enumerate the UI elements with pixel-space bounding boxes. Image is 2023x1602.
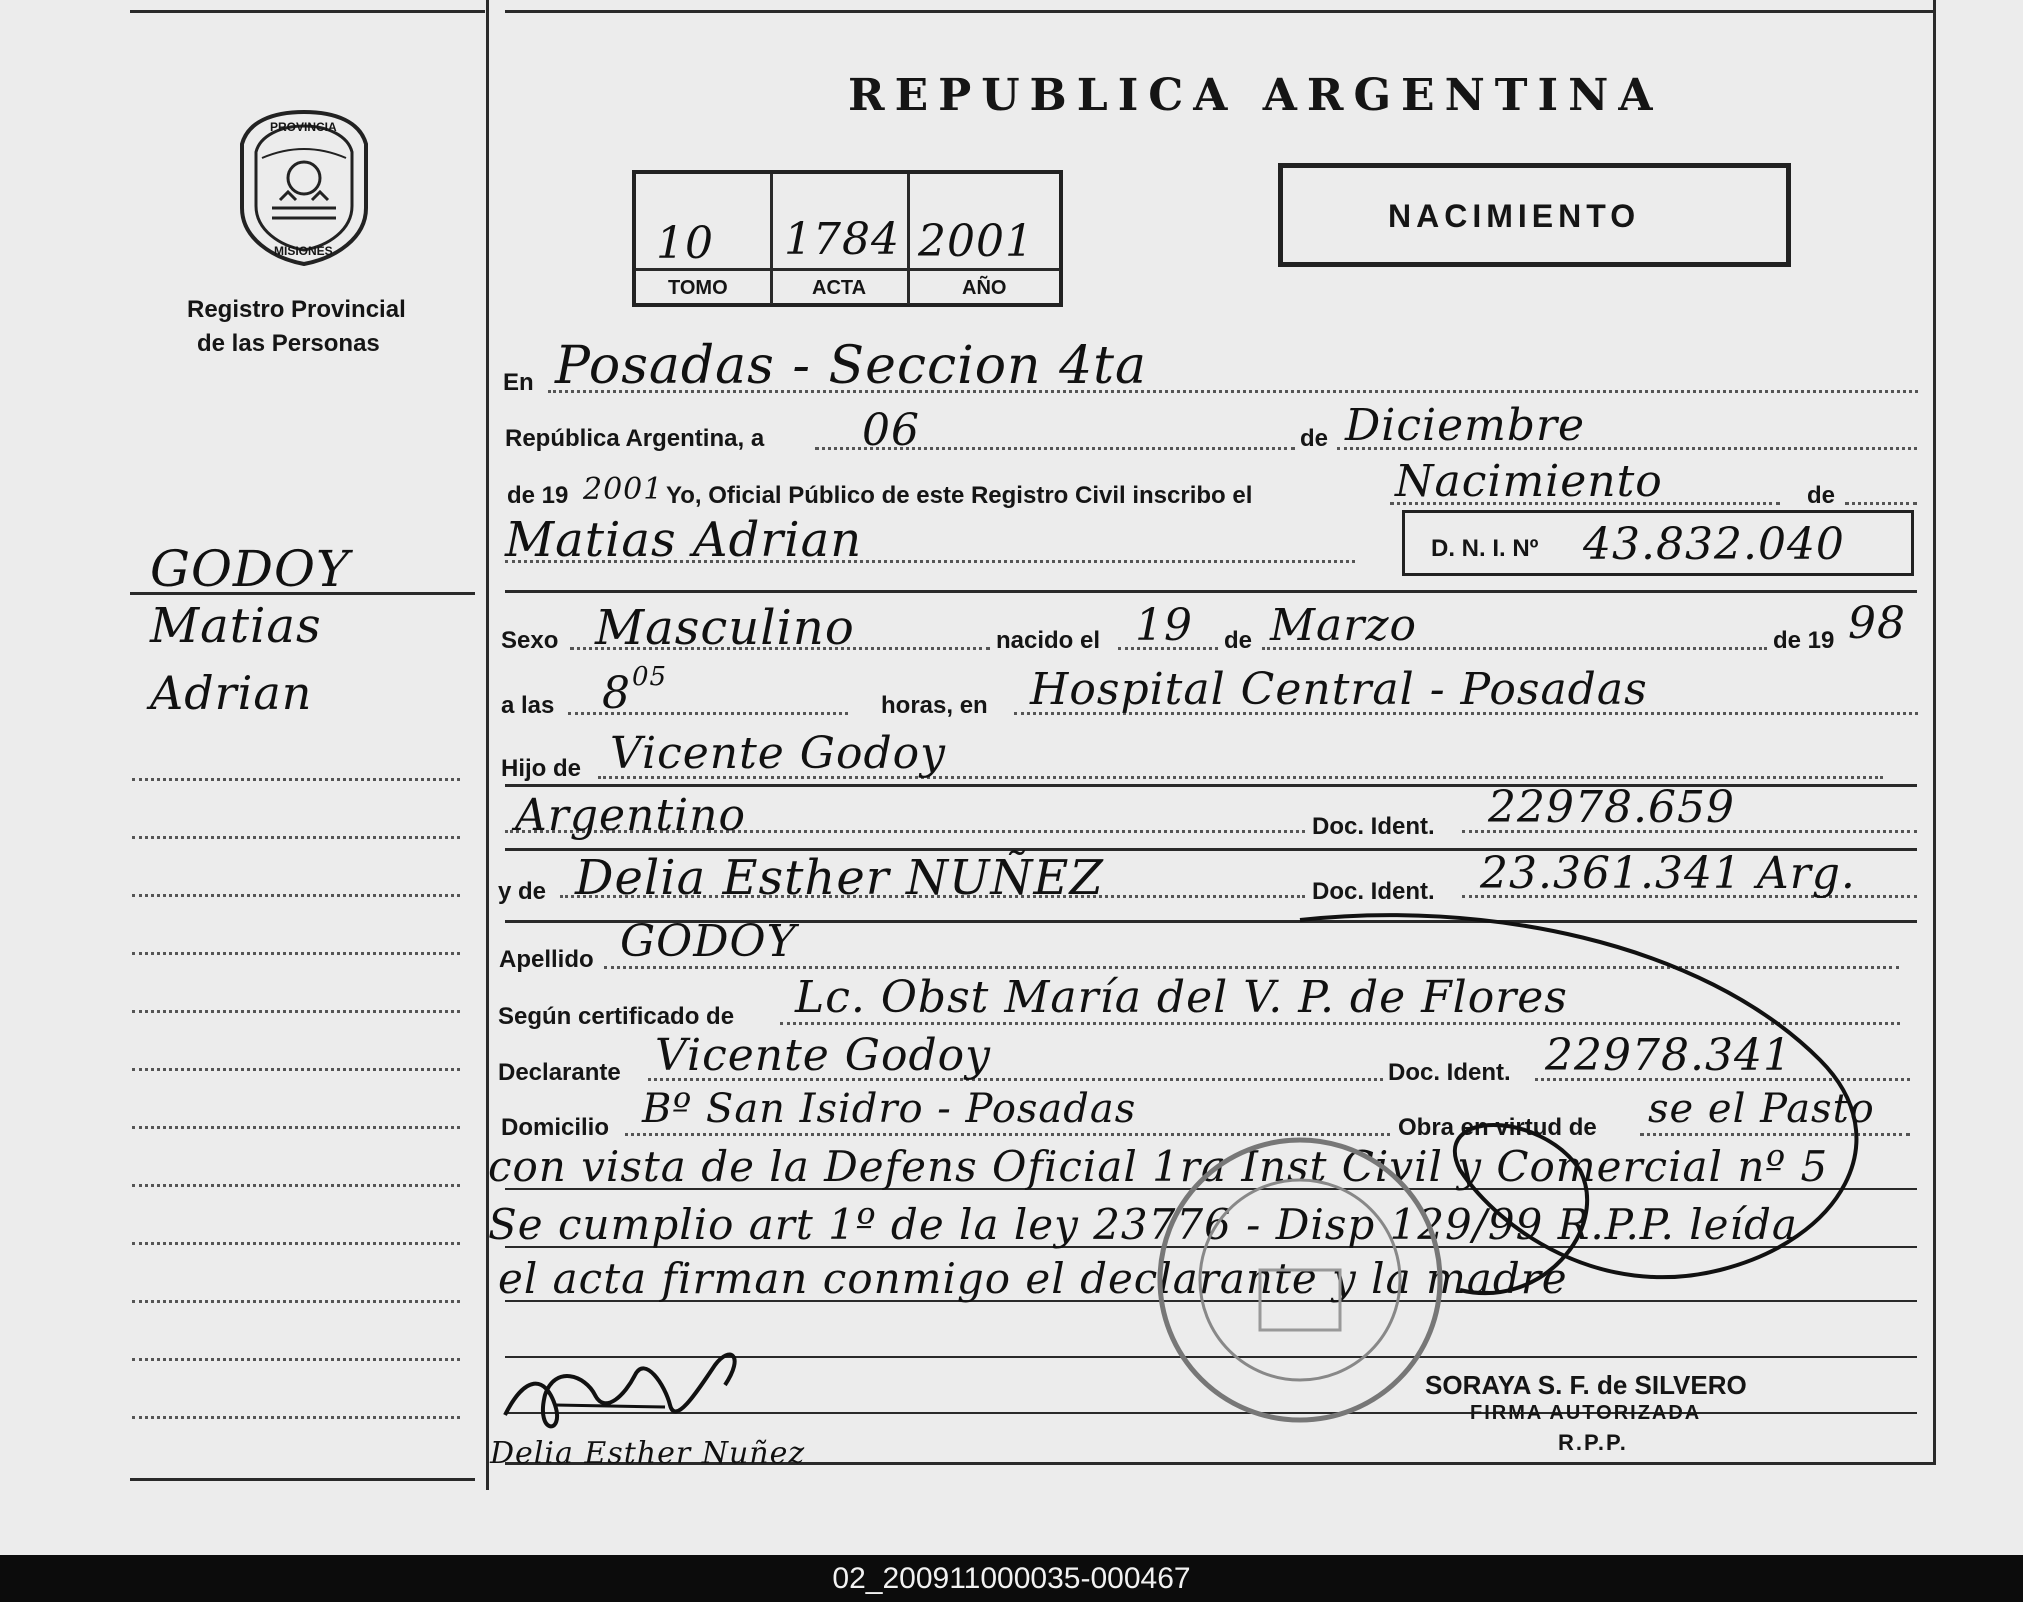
ano-label: AÑO <box>962 277 1007 299</box>
field-anio-nac: 98 <box>1848 598 1906 649</box>
column-divider <box>486 0 489 1490</box>
label-republica: República Argentina, a <box>505 425 765 452</box>
label-apellido: Apellido <box>499 946 594 973</box>
field-padre: Vicente Godoy <box>610 728 946 779</box>
label-de-end: de <box>1807 482 1836 509</box>
field-anio: 2001 <box>583 472 664 507</box>
field-domicilio: Bº San Isidro - Posadas <box>642 1086 1137 1132</box>
acta-value: 1784 <box>784 214 900 265</box>
label-dni: D. N. I. Nº <box>1431 535 1539 562</box>
label-domicilio: Domicilio <box>501 1114 610 1141</box>
registry-line1: Registro Provincial <box>187 296 406 323</box>
margin-dots <box>132 1010 460 1013</box>
label-hijo-de: Hijo de <box>501 755 582 782</box>
field-nombre: Matias Adrian <box>505 512 863 568</box>
label-de-year: de 19 <box>507 482 569 509</box>
field-dni: 43.832.040 <box>1583 519 1845 570</box>
margin-surname: GODOY <box>150 540 351 598</box>
bottom-rule-left <box>130 1478 475 1481</box>
field-madre: Delia Esther NUÑEZ <box>575 850 1104 906</box>
field-lugar-nac: Hospital Central - Posadas <box>1030 664 1648 715</box>
seal-bottom-text: MISIONES <box>274 244 333 258</box>
label-doc-ident-madre: Doc. Ident. <box>1312 878 1435 905</box>
label-obra-virtud: Obra en virtud de <box>1398 1114 1597 1141</box>
label-segun-cert: Según certificado de <box>498 1003 735 1030</box>
label-de-19: de 19 <box>1773 627 1835 654</box>
label-doc-ident-declarante: Doc. Ident. <box>1388 1059 1511 1086</box>
field-padre-doc: 22978.659 <box>1488 782 1735 833</box>
label-y-de: y de <box>498 878 547 905</box>
field-obra: se el Pasto <box>1648 1086 1875 1132</box>
right-border <box>1933 0 1936 1465</box>
field-obs2: Se cumplio art 1º de la ley 23776 - Disp 129/99 R.P.P. leída <box>488 1200 1798 1249</box>
field-line-end <box>1845 502 1917 505</box>
field-dia-nac: 19 <box>1135 600 1193 651</box>
label-nacido-el: nacido el <box>996 627 1101 654</box>
top-rule-left <box>130 10 485 13</box>
field-obs3: el acta firman conmigo el declarante y la madre <box>498 1254 1568 1303</box>
image-id-footer: 02_200911000035-000467 <box>0 1555 2023 1602</box>
tomo-value: 10 <box>656 218 714 269</box>
box-divider-2 <box>907 174 910 304</box>
margin-dots <box>132 1184 460 1187</box>
margin-dots <box>132 952 460 955</box>
dni-box <box>1402 510 1914 576</box>
label-horas-en: horas, en <box>881 692 988 719</box>
field-obs1: con vista de la Defens Oficial 1ra Inst Civil y Comercial nº 5 <box>488 1142 1829 1191</box>
label-a-las: a las <box>501 692 555 719</box>
provincial-seal <box>232 108 377 268</box>
margin-rule <box>130 592 475 595</box>
margin-dots <box>132 1068 460 1071</box>
section-rule <box>505 590 1917 593</box>
box-divider-1 <box>770 174 773 304</box>
margin-dots <box>132 1126 460 1129</box>
label-de: de <box>1300 425 1329 452</box>
ano-value: 2001 <box>918 216 1034 267</box>
margin-dots <box>132 1358 460 1361</box>
label-sexo: Sexo <box>501 627 559 654</box>
field-hora-min: 05 <box>632 662 668 692</box>
margin-dots <box>132 836 460 839</box>
official-oval-signature <box>1280 910 1900 1330</box>
field-mes: Diciembre <box>1345 400 1586 451</box>
field-padre-nac: Argentino <box>515 790 746 841</box>
field-dia: 06 <box>862 405 920 456</box>
margin-dots <box>132 1300 460 1303</box>
tomo-label: TOMO <box>668 277 728 299</box>
margin-dots <box>132 1416 460 1419</box>
label-de-mes: de <box>1224 627 1253 654</box>
label-yo-oficial: Yo, Oficial Público de este Registro Civil inscribo el <box>666 482 1253 509</box>
field-apellido: GODOY <box>620 916 797 967</box>
rpp-label: R.P.P. <box>1558 1430 1628 1455</box>
field-mes-nac: Marzo <box>1270 600 1417 651</box>
label-declarante: Declarante <box>498 1059 621 1086</box>
declarant-signature <box>495 1335 775 1445</box>
acta-label: ACTA <box>812 277 867 299</box>
field-certificado: Lc. Obst María del V. P. de Flores <box>795 972 1568 1023</box>
firma-autorizada: FIRMA AUTORIZADA <box>1470 1402 1702 1424</box>
country-title: REPUBLICA ARGENTINA <box>848 70 1663 121</box>
margin-dots <box>132 778 460 781</box>
authorized-name: SORAYA S. F. de SILVERO <box>1425 1370 1747 1400</box>
label-doc-ident-padre: Doc. Ident. <box>1312 813 1435 840</box>
field-sexo: Masculino <box>595 600 855 656</box>
field-inscribe: Nacimiento <box>1395 456 1663 507</box>
record-type-label: NACIMIENTO <box>1388 198 1641 234</box>
top-rule-right <box>505 10 1935 13</box>
field-declarante: Vicente Godoy <box>655 1030 991 1081</box>
field-hora: 8 <box>602 668 631 719</box>
label-en: En <box>503 369 534 396</box>
seal-top-text: PROVINCIA <box>270 120 337 134</box>
record-type-box <box>1278 163 1791 267</box>
margin-name2: Adrian <box>150 666 313 720</box>
margin-dots <box>132 894 460 897</box>
record-number-box <box>632 170 1063 307</box>
field-declarante-doc: 22978.341 <box>1545 1030 1792 1081</box>
margin-dots <box>132 1242 460 1245</box>
field-lugar: Posadas - Seccion 4ta <box>555 336 1148 396</box>
field-madre-doc: 23.361.341 Arg. <box>1480 848 1856 899</box>
mother-signature: Delia Esther Nuñez <box>490 1436 806 1471</box>
registry-line2: de las Personas <box>197 330 380 357</box>
margin-name1: Matias <box>150 598 322 654</box>
